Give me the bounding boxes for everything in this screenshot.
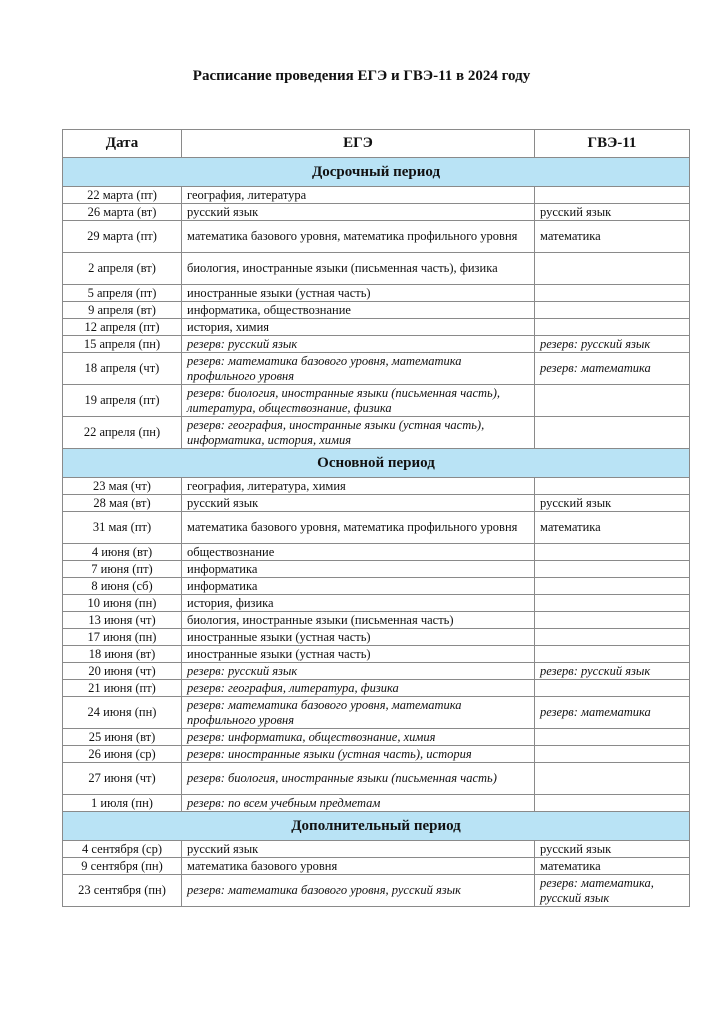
date-cell: 9 апреля (вт) — [63, 302, 182, 319]
table-row — [63, 336, 690, 353]
ege-cell: иностранные языки (устная часть) — [182, 646, 535, 663]
table-row — [63, 253, 690, 285]
gve-cell — [535, 319, 690, 336]
date-cell: 8 июня (сб) — [63, 578, 182, 595]
date-cell: 26 марта (вт) — [63, 204, 182, 221]
gve-cell — [535, 385, 690, 417]
ege-cell: обществознание — [182, 544, 535, 561]
date-cell: 31 мая (пт) — [63, 512, 182, 544]
table-row — [63, 680, 690, 697]
ege-cell: география, литература, химия — [182, 478, 535, 495]
ege-cell: резерв: биология, иностранные языки (письменная часть), литература, обществознание, физика — [182, 385, 535, 417]
date-cell: 27 июня (чт) — [63, 763, 182, 795]
ege-cell: резерв: иностранные языки (устная часть), история — [182, 746, 535, 763]
ege-cell: иностранные языки (устная часть) — [182, 629, 535, 646]
header-gve: ГВЭ-11 — [535, 130, 690, 158]
gve-cell — [535, 595, 690, 612]
date-cell: 23 мая (чт) — [63, 478, 182, 495]
period-title: Дополнительный период — [63, 812, 690, 841]
table-row — [63, 595, 690, 612]
gve-cell — [535, 285, 690, 302]
table-row — [63, 353, 690, 385]
period-header-row — [63, 158, 690, 187]
gve-cell: резерв: математика — [535, 353, 690, 385]
date-cell: 22 апреля (пн) — [63, 417, 182, 449]
table-row — [63, 221, 690, 253]
gve-cell — [535, 680, 690, 697]
schedule-body — [63, 158, 690, 907]
ege-cell: русский язык — [182, 841, 535, 858]
ege-cell: информатика — [182, 561, 535, 578]
table-row — [63, 285, 690, 302]
date-cell: 4 июня (вт) — [63, 544, 182, 561]
ege-cell: русский язык — [182, 495, 535, 512]
period-header-row — [63, 449, 690, 478]
date-cell: 26 июня (ср) — [63, 746, 182, 763]
gve-cell — [535, 629, 690, 646]
table-row — [63, 795, 690, 812]
date-cell: 7 июня (пт) — [63, 561, 182, 578]
table-row — [63, 204, 690, 221]
gve-cell — [535, 729, 690, 746]
table-row — [63, 187, 690, 204]
table-row — [63, 512, 690, 544]
gve-cell — [535, 302, 690, 319]
table-row — [63, 385, 690, 417]
gve-cell: резерв: русский язык — [535, 336, 690, 353]
ege-cell: резерв: русский язык — [182, 336, 535, 353]
date-cell: 20 июня (чт) — [63, 663, 182, 680]
date-cell: 9 сентября (пн) — [63, 858, 182, 875]
date-cell: 1 июля (пн) — [63, 795, 182, 812]
gve-cell — [535, 763, 690, 795]
date-cell: 18 июня (вт) — [63, 646, 182, 663]
gve-cell: математика — [535, 221, 690, 253]
ege-cell: математика базового уровня, математика профильного уровня — [182, 512, 535, 544]
date-cell: 12 апреля (пт) — [63, 319, 182, 336]
table-row — [63, 495, 690, 512]
gve-cell — [535, 561, 690, 578]
gve-cell: резерв: русский язык — [535, 663, 690, 680]
ege-cell: информатика — [182, 578, 535, 595]
gve-cell — [535, 795, 690, 812]
date-cell: 4 сентября (ср) — [63, 841, 182, 858]
date-cell: 13 июня (чт) — [63, 612, 182, 629]
gve-cell — [535, 417, 690, 449]
gve-cell: русский язык — [535, 495, 690, 512]
table-row — [63, 319, 690, 336]
gve-cell: резерв: математика, русский язык — [535, 875, 690, 907]
table-row — [63, 729, 690, 746]
header-row — [63, 130, 690, 158]
date-cell: 23 сентября (пн) — [63, 875, 182, 907]
ege-cell: резерв: по всем учебным предметам — [182, 795, 535, 812]
date-cell: 5 апреля (пт) — [63, 285, 182, 302]
gve-cell — [535, 253, 690, 285]
table-row — [63, 697, 690, 729]
ege-cell: биология, иностранные языки (письменная часть) — [182, 612, 535, 629]
gve-cell: русский язык — [535, 841, 690, 858]
ege-cell: резерв: русский язык — [182, 663, 535, 680]
gve-cell: математика — [535, 858, 690, 875]
table-row — [63, 875, 690, 907]
date-cell: 24 июня (пн) — [63, 697, 182, 729]
ege-cell: резерв: математика базового уровня, математика профильного уровня — [182, 353, 535, 385]
table-row — [63, 646, 690, 663]
table-row — [63, 629, 690, 646]
gve-cell — [535, 612, 690, 629]
date-cell: 17 июня (пн) — [63, 629, 182, 646]
gve-cell — [535, 746, 690, 763]
table-row — [63, 612, 690, 629]
ege-cell: резерв: биология, иностранные языки (письменная часть) — [182, 763, 535, 795]
date-cell: 25 июня (вт) — [63, 729, 182, 746]
gve-cell — [535, 578, 690, 595]
ege-cell: информатика, обществознание — [182, 302, 535, 319]
date-cell: 2 апреля (вт) — [63, 253, 182, 285]
date-cell: 29 марта (пт) — [63, 221, 182, 253]
ege-cell: резерв: математика базового уровня, русский язык — [182, 875, 535, 907]
ege-cell: биология, иностранные языки (письменная часть), физика — [182, 253, 535, 285]
table-row — [63, 561, 690, 578]
table-row — [63, 763, 690, 795]
date-cell: 10 июня (пн) — [63, 595, 182, 612]
page-title: Расписание проведения ЕГЭ и ГВЭ-11 в 2024 году — [192, 68, 531, 84]
ege-cell: история, физика — [182, 595, 535, 612]
period-header-row — [63, 812, 690, 841]
period-title: Основной период — [63, 449, 690, 478]
table-row — [63, 841, 690, 858]
date-cell: 19 апреля (пт) — [63, 385, 182, 417]
table-row — [63, 578, 690, 595]
gve-cell — [535, 646, 690, 663]
table-row — [63, 302, 690, 319]
date-cell: 18 апреля (чт) — [63, 353, 182, 385]
ege-cell: иностранные языки (устная часть) — [182, 285, 535, 302]
ege-cell: математика базового уровня, математика профильного уровня — [182, 221, 535, 253]
date-cell: 28 мая (вт) — [63, 495, 182, 512]
header-ege: ЕГЭ — [182, 130, 535, 158]
ege-cell: математика базового уровня — [182, 858, 535, 875]
schedule-table — [62, 129, 690, 907]
table-row — [63, 417, 690, 449]
date-cell: 15 апреля (пн) — [63, 336, 182, 353]
table-row — [63, 746, 690, 763]
ege-cell: история, химия — [182, 319, 535, 336]
gve-cell: русский язык — [535, 204, 690, 221]
table-row — [63, 858, 690, 875]
gve-cell: математика — [535, 512, 690, 544]
ege-cell: резерв: математика базового уровня, математика профильного уровня — [182, 697, 535, 729]
ege-cell: резерв: география, иностранные языки (устная часть), информатика, история, химия — [182, 417, 535, 449]
table-row — [63, 478, 690, 495]
date-cell: 22 марта (пт) — [63, 187, 182, 204]
gve-cell: резерв: математика — [535, 697, 690, 729]
gve-cell — [535, 187, 690, 204]
table-row — [63, 663, 690, 680]
ege-cell: география, литература — [182, 187, 535, 204]
header-date: Дата — [63, 130, 182, 158]
table-row — [63, 544, 690, 561]
date-cell: 21 июня (пт) — [63, 680, 182, 697]
gve-cell — [535, 478, 690, 495]
period-title: Досрочный период — [63, 158, 690, 187]
ege-cell: русский язык — [182, 204, 535, 221]
ege-cell: резерв: информатика, обществознание, химия — [182, 729, 535, 746]
gve-cell — [535, 544, 690, 561]
ege-cell: резерв: география, литература, физика — [182, 680, 535, 697]
